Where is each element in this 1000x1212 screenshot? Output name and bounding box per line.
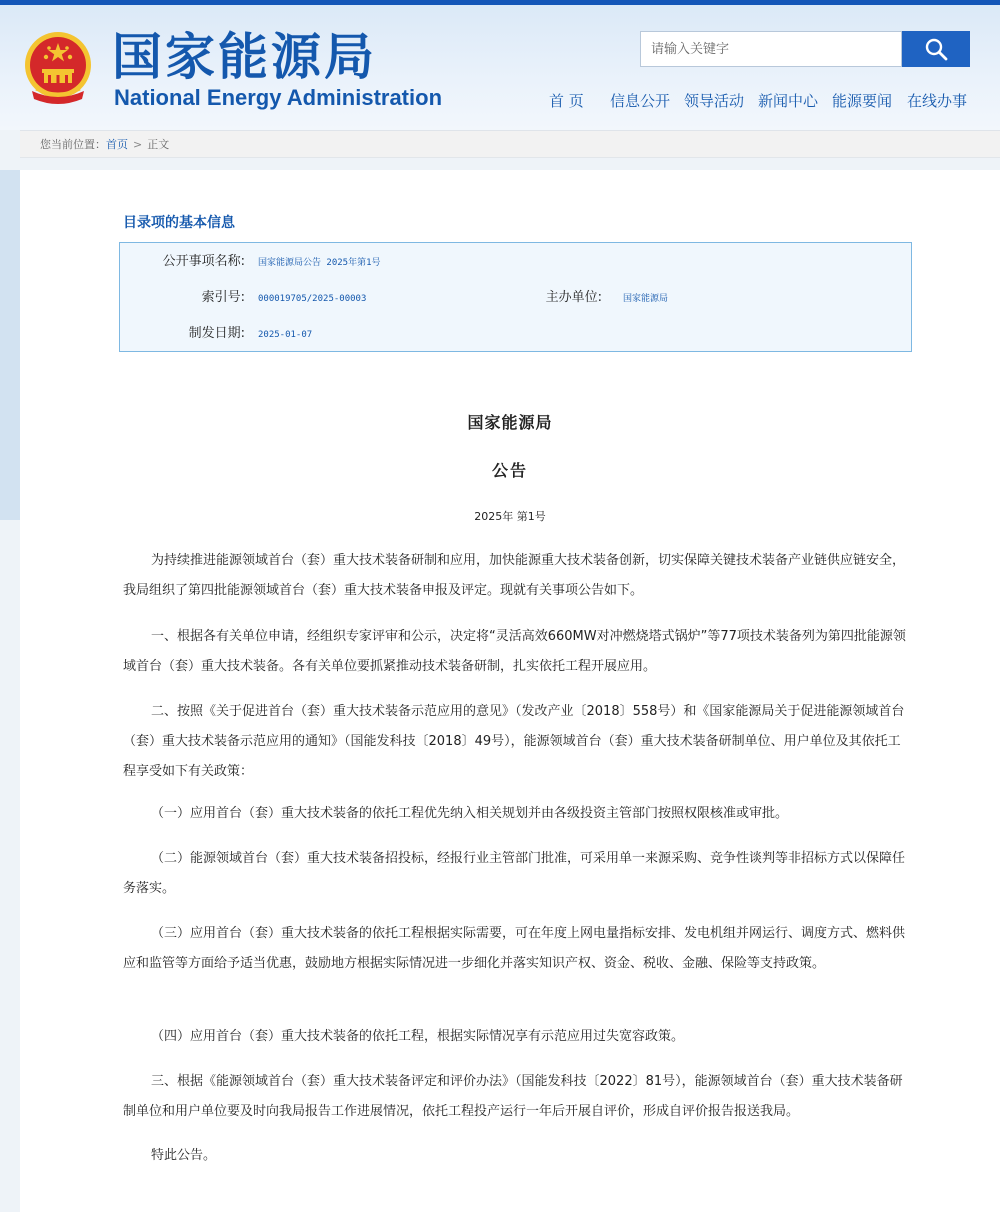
logo-chinese-title[interactable]: 国家能源局 xyxy=(112,28,377,86)
info-date-label: 制发日期: xyxy=(188,326,245,341)
document-number: 2025年 第1号 xyxy=(474,510,546,523)
breadcrumb-label: 您当前位置： xyxy=(40,138,106,151)
info-index-value: 000019705/2025-00003 xyxy=(258,294,367,304)
breadcrumb-home-link[interactable]: 首页 xyxy=(106,138,128,151)
nav-item-energy-news[interactable]: 能源要闻 xyxy=(832,92,893,110)
info-index-label: 索引号: xyxy=(201,290,245,305)
search-icon xyxy=(924,37,948,61)
site-header xyxy=(0,5,1000,130)
breadcrumb-separator: > xyxy=(133,138,143,151)
left-decor-strip xyxy=(0,170,20,520)
paragraph-intro: 为持续推进能源领域首台（套）重大技术装备研制和应用，加快能源重大技术装备创新，切实保障关键技术装备产业链供应链安全，我局组织了第四批能源领域首台（套）重大技术装备申报及评定。现就有关事项公告如下。 xyxy=(123,553,906,598)
info-org-value: 国家能源局 xyxy=(623,294,669,304)
info-org-label: 主办单位: xyxy=(545,290,602,305)
nav-item-online-services[interactable]: 在线办事 xyxy=(907,92,968,110)
logo-english-title[interactable]: National Energy Administration xyxy=(114,85,443,110)
info-name-value: 国家能源局公告 2025年第1号 xyxy=(258,258,381,268)
paragraph-closing: 特此公告。 xyxy=(151,1148,217,1163)
paragraph-policy-2: （二）能源领域首台（套）重大技术装备招投标，经报行业主管部门批准，可采用单一来源采购、竞争性谈判等非招标方式以保障任务落实。 xyxy=(123,851,906,896)
info-section-title: 目录项的基本信息 xyxy=(123,215,235,231)
info-name-label: 公开事项名称: xyxy=(162,254,245,269)
search-button[interactable] xyxy=(902,31,970,67)
paragraph-policy-4: （四）应用首台（套）重大技术装备的依托工程，根据实际情况享有示范应用过失宽容政策。 xyxy=(151,1029,685,1044)
paragraph-item-3: 三、根据《能源领域首台（套）重大技术装备评定和评价办法》（国能发科技〔2022〕81号），能源领域首台（套）重大技术装备研制单位和用户单位要及时向我局报告工作进展情况，依托工程投产运行一年后开展自评价，形成自评价报告报送我局。 xyxy=(123,1074,903,1119)
paragraph-item-2: 二、按照《关于促进首台（套）重大技术装备示范应用的意见》（发改产业〔2018〕558号）和《国家能源局关于促进能源领域首台（套）重大技术装备示范应用的通知》（国能发科技〔2018〕49号），能源领域首台（套）重大技术装备研制单位、用户单位及其依托工程享受如下有关政策： xyxy=(123,704,905,779)
article-content xyxy=(20,170,1000,1212)
info-date-value: 2025-01-07 xyxy=(258,330,313,340)
breadcrumb-bar xyxy=(20,130,1000,158)
search-field[interactable] xyxy=(640,31,902,67)
nav-item-info-disclosure[interactable]: 信息公开 xyxy=(610,92,671,110)
search-input[interactable] xyxy=(641,32,901,66)
breadcrumb-current: 正文 xyxy=(147,138,170,151)
info-table xyxy=(119,242,912,352)
document-issuer: 国家能源局 xyxy=(467,413,553,432)
breadcrumb xyxy=(40,138,169,152)
paragraph-policy-1: （一）应用首台（套）重大技术装备的依托工程优先纳入相关规划并由各级投资主管部门按照权限核准或审批。 xyxy=(151,806,789,821)
national-emblem-icon[interactable] xyxy=(22,29,94,109)
document-type: 公告 xyxy=(491,461,528,480)
paragraph-policy-3: （三）应用首台（套）重大技术装备的依托工程根据实际需要，可在年度上网电量指标安排、发电机组并网运行、调度方式、燃料供应和监管等方面给予适当优惠，鼓励地方根据实际情况进一步细化并落实知识产权、资金、税收、金融、保险等支持政策。 xyxy=(123,926,906,971)
paragraph-item-1: 一、根据各有关单位申请，经组织专家评审和公示，决定将“灵活高效660MW对冲燃烧塔式锅炉”等77项技术装备列为第四批能源领域首台（套）重大技术装备。各有关单位要抓紧推动技术装备研制，扎实依托工程开展应用。 xyxy=(123,629,906,674)
nav-item-leader-activities[interactable]: 领导活动 xyxy=(684,92,745,110)
nav-item-home[interactable]: 首 页 xyxy=(549,92,584,110)
nav-item-news-center[interactable]: 新闻中心 xyxy=(758,92,819,110)
